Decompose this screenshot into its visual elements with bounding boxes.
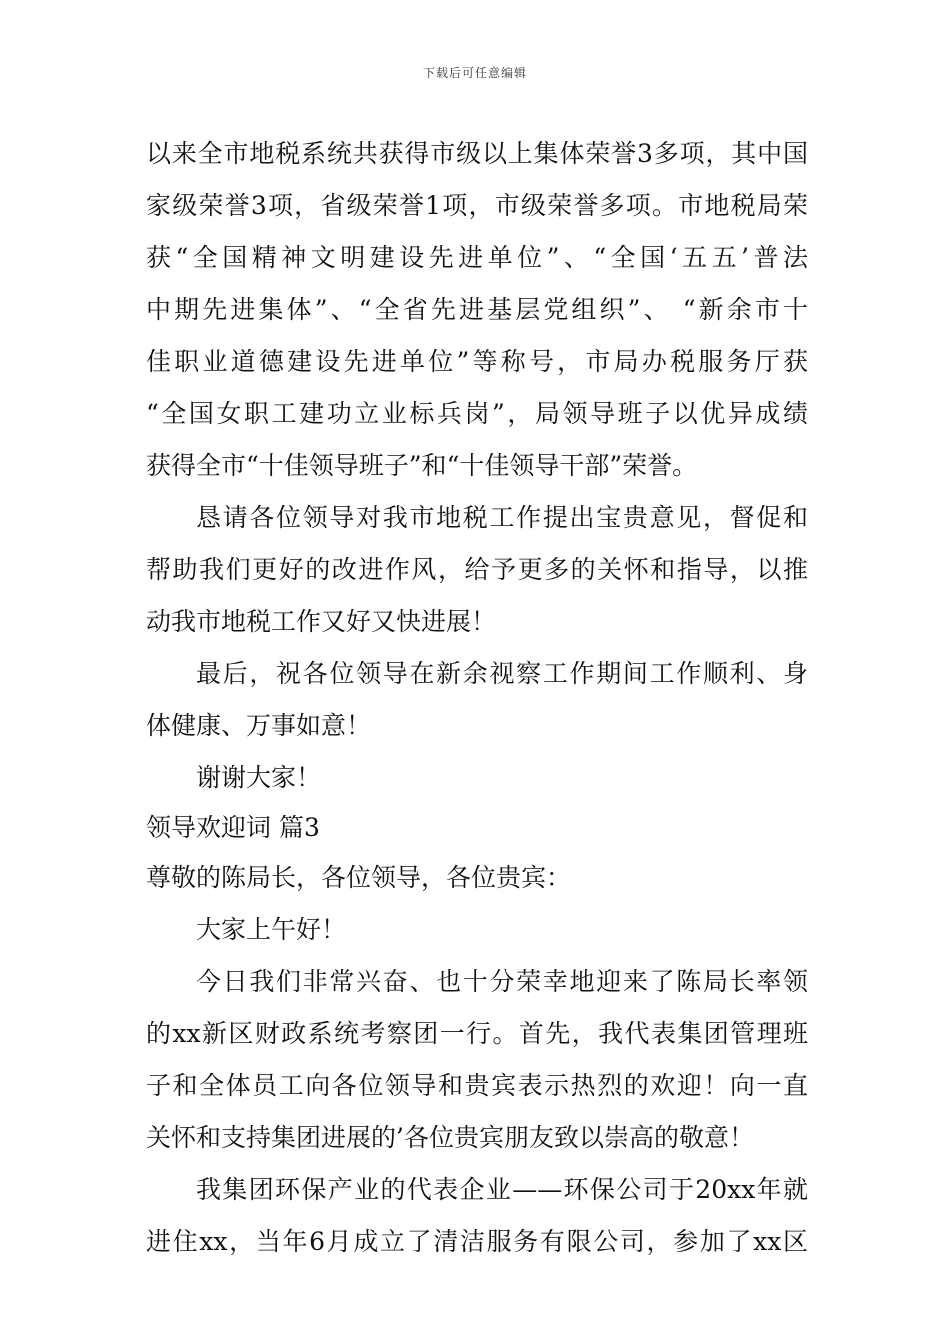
paragraph-wishes [146, 648, 808, 752]
text-line: 关怀和支持集团进展的’各位贵宾朋友致以崇高的敬意！ [146, 1123, 754, 1152]
paragraph-company [146, 1164, 808, 1268]
paragraph-thanks [146, 752, 808, 804]
section-heading [146, 804, 808, 852]
section-title: 领导欢迎词 篇3 [146, 813, 320, 842]
text-line: 以来全市地税系统共获得市级以上集体荣誉3多项，其中国 [146, 139, 808, 168]
text-line: 谢谢大家！ [196, 763, 322, 792]
text-line: 大家上午好！ [196, 915, 347, 944]
text-line: 恳请各位领导对我市地税工作提出宝贵意见，督促和 [196, 503, 808, 532]
text-line: 获“全国精神文明建设先进单位”、“全国‘五五’普法 [146, 243, 808, 272]
paragraph-request [146, 492, 808, 648]
text-line: 尊敬的陈局长，各位领导，各位贵宾： [146, 863, 572, 892]
text-line: 动我市地税工作又好又快进展！ [146, 607, 497, 636]
paragraph-honors [146, 128, 808, 492]
greeting [146, 904, 808, 956]
text-line: 最后，祝各位领导在新余视察工作期间工作顺利、身 [196, 659, 808, 688]
text-line: 子和全体员工向各位领导和贵宾表示热烈的欢迎！向一直 [146, 1071, 808, 1100]
text-line: 进住xx，当年6月成立了清洁服务有限公司，参加了xx区 [146, 1227, 808, 1256]
document-body [146, 128, 808, 1268]
text-line: 获得全市“十佳领导班子”和“十佳领导干部”荣誉。 [146, 451, 698, 480]
salutation [146, 852, 808, 904]
text-line: 帮助我们更好的改进作风，给予更多的关怀和指导，以推 [146, 555, 808, 584]
page-header-note: 下载后可任意编辑 [422, 66, 527, 80]
text-line: 我集团环保产业的代表企业——环保公司于20xx年就 [196, 1175, 808, 1204]
text-line: “全国女职工建功立业标兵岗”，局领导班子以优异成绩 [146, 399, 808, 428]
text-line: 体健康、万事如意！ [146, 711, 372, 740]
paragraph-welcome [146, 956, 808, 1164]
text-line: 佳职业道德建设先进单位”等称号，市局办税服务厅获 [146, 347, 808, 376]
text-line: 家级荣誉3项，省级荣誉1项，市级荣誉多项。市地税局荣 [146, 191, 808, 220]
text-line: 中期先进集体”、“全省先进基层党组织”、 “新余市十 [146, 295, 808, 324]
text-line: 今日我们非常兴奋、也十分荣幸地迎来了陈局长率领 [196, 967, 808, 996]
text-line: 的xx新区财政系统考察团一行。首先，我代表集团管理班 [146, 1019, 808, 1048]
